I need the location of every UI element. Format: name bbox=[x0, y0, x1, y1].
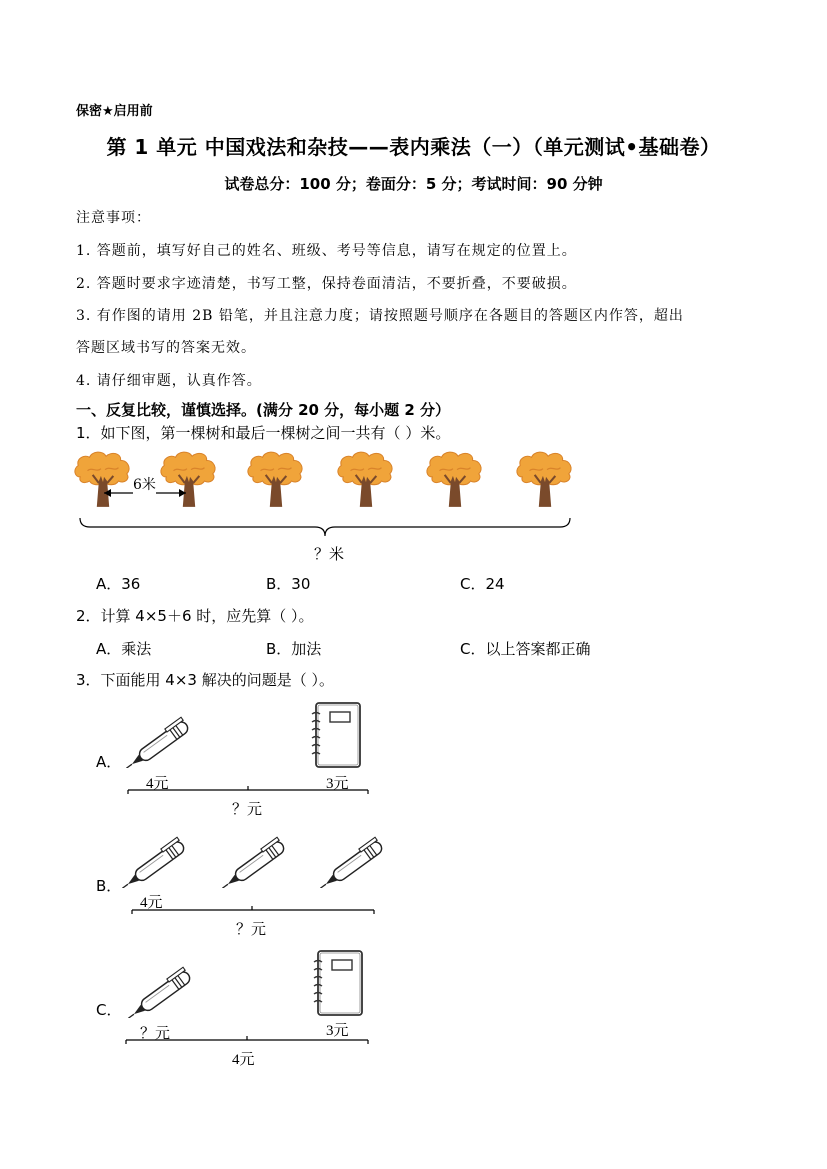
gap-label: 6米 bbox=[133, 474, 156, 494]
option-c[interactable]: C．以上答案都正确 bbox=[460, 640, 591, 658]
option-a[interactable]: A．乘法 bbox=[96, 640, 152, 658]
option-letter: C． bbox=[96, 1001, 122, 1019]
book-price: 3元 bbox=[326, 1023, 349, 1039]
total-price: ？元 bbox=[232, 802, 263, 818]
total-price: 4元 bbox=[232, 1052, 255, 1068]
option-letter: A． bbox=[96, 753, 122, 771]
question-1-text: 1．如下图，第一棵树和最后一棵树之间一共有（ ）米。 bbox=[76, 424, 451, 442]
pen-price: 4元 bbox=[146, 776, 169, 792]
book-price: 3元 bbox=[326, 776, 349, 792]
page-title: 第 1 单元 中国戏法和杂技——表内乘法（一）（单元测试•基础卷） bbox=[106, 135, 721, 159]
total-label: ？米 bbox=[314, 545, 345, 563]
exam-info: 试卷总分：100 分；卷面分：5 分；考试时间：90 分钟 bbox=[224, 175, 603, 193]
notice-line: 3. 有作图的请用 2B 铅笔，并且注意力度；请按照题号顺序在各题目的答题区内作答，超出 bbox=[76, 308, 684, 324]
confidential-label: 保密★启用前 bbox=[76, 104, 153, 119]
pen-price: 4元 bbox=[140, 895, 163, 911]
notice-line: 1. 答题前，填写好自己的姓名、班级、考号等信息，请写在规定的位置上。 bbox=[76, 243, 577, 259]
option-letter: B． bbox=[96, 877, 122, 895]
question-3-text: 3．下面能用 4×3 解决的问题是（ ）。 bbox=[76, 671, 335, 689]
notice-line: 4. 请仔细审题，认真作答。 bbox=[76, 373, 262, 389]
notice-heading: 注意事项： bbox=[76, 210, 151, 226]
notice-line: 答题区域书写的答案无效。 bbox=[76, 340, 256, 356]
pen-price: ？元 bbox=[140, 1026, 171, 1042]
option-c[interactable]: C．24 bbox=[460, 575, 505, 593]
option-b[interactable]: B．加法 bbox=[266, 640, 322, 658]
option-b[interactable]: B．30 bbox=[266, 575, 311, 593]
option-a[interactable]: A．36 bbox=[96, 575, 141, 593]
notice-line: 2. 答题时要求字迹清楚，书写工整，保持卷面清洁，不要折叠，不要破损。 bbox=[76, 276, 577, 292]
total-price: ？元 bbox=[236, 922, 267, 938]
question-2-text: 2．计算 4×5＋6 时，应先算（ ）。 bbox=[76, 607, 314, 625]
section-heading: 一、反复比较，谨慎选择。(满分 20 分，每小题 2 分） bbox=[76, 401, 451, 419]
